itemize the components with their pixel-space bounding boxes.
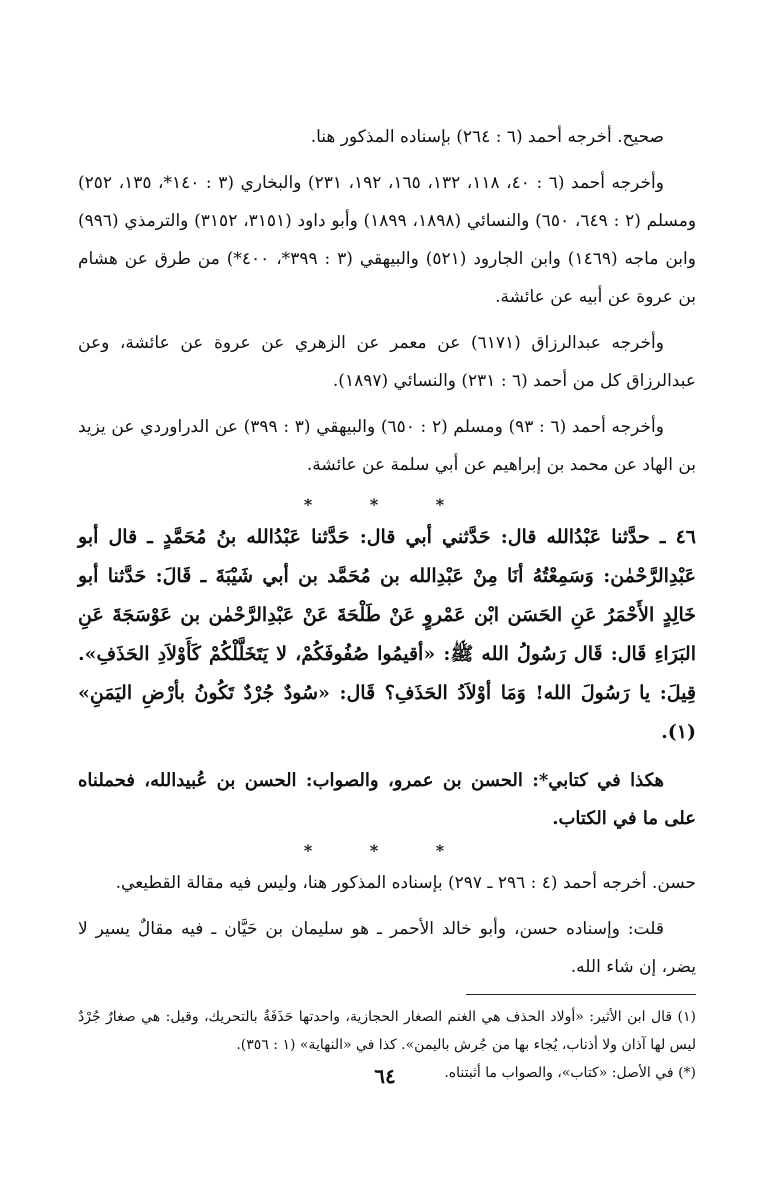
footnote-separator: [466, 994, 696, 995]
section-separator-stars: * * *: [303, 495, 471, 514]
text-paragraph: وأخرجه عبدالرزاق (٦١٧١) عن معمر عن الزهري عن عروة عن عائشة، وعن عبدالرزاق كل من أحمد (٦ : ٢٣١) والنسائي (١٨٩٧).: [78, 333, 696, 391]
text-paragraph: وأخرجه أحمد (٦ : ٩٣) ومسلم (٢ : ٦٥٠) والبيهقي (٣ : ٣٩٩) عن الدراوردي عن يزيد بن الهاد عن محمد بن إبراهيم عن أبي سلمة عن عائشة.: [78, 417, 696, 475]
text-paragraph: قلت: وإسناده حسن، وأبو خالد الأحمر ـ هو سليمان بن حَيَّان ـ فيه مقالٌ يسير لا يضر، إن شاء الله.: [78, 919, 696, 977]
text-paragraph: وأخرجه أحمد (٦ : ٤٠، ١١٨، ١٣٢، ١٦٥، ١٩٢، ٢٣١) والبخاري (٣ : ١٤٠*، ١٣٥، ٢٥٢) ومسلم (٢ : ٦٤٩، ٦٥٠) والنسائي (١٨٩٨، ١٨٩٩) وأبو داود (٣١٥١، ٣١٥٢) والترمذي (٩٩٦) وابن ماجه (١٤٦٩) وابن الجارود (٥٢١) والبيهقي (٣ : ٣٩٩*، ٤٠٠*) من طرق عن هشام بن عروة عن أبيه عن عائشة.: [78, 173, 697, 307]
hadith-text: ٤٦ ـ حدَّثنا عَبْدُالله قال: حَدَّثني أبي قال: حَدَّثنا عَبْدُالله بنُ مُحَمَّدٍ ـ قال أبو عَبْدِالرَّحْمٰن: وَسَمِعْتُهُ أنَا مِنْ عَبْدِالله بن مُحَمَّد بن أبي شَيْبَةَ ـ قَالَ: حَدَّثنا أبو خَالِدٍ الأَحْمَرُ عَنِ الحَسَن ابْن عَمْروٍ عَنْ طَلْحَةَ عَنْ عَبْدِالرَّحْمٰن بن عَوْسَجَةَ عَنِ البَرَاءِ قَال: قَال رَسُولُ الله ﷺ: «أقيمُوا صُفُوفَكُمْ، لا يَتَخَلَّلْكُمْ كَأَوْلاَدِ الحَذَفِ». قِيلَ: يا رَسُولَ الله! وَمَا أوْلاَدُ الحَذَفِ؟ قَال: «سُودٌ جُرْدٌ تَكُونُ بأرْضِ اليَمَنِ» (١).: [78, 526, 696, 743]
text-paragraph: صحيح. أخرجه أحمد (٦ : ٢٦٤) بإسناده المذكور هنا.: [310, 127, 664, 147]
text-paragraph: حسن. أخرجه أحمد (٤ : ٢٩٦ ـ ٢٩٧) بإسناده المذكور هنا، وليس فيه مقالة القطيعي.: [115, 873, 696, 893]
page-body: [78, 118, 696, 1087]
footnote: (*) في الأصل: «كتاب»، والصواب ما أثبتناه.: [444, 1065, 696, 1081]
section-separator-stars: * * *: [303, 841, 471, 860]
page-number: ٦٤: [374, 1064, 396, 1088]
editor-note: هكذا في كتابي*: الحسن بن عمرو، والصواب: الحسن بن عُبيدالله، فحملناه على ما في الكتاب.: [78, 770, 696, 829]
footnote: (١) قال ابن الأثير: «أولاد الحذف هي الغنم الصغار الحجازية، واحدتها حَذَفَةٌ بالتحريك، وقيل: هي صغارٌ جُرْدٌ ليس لها آذان ولا أذناب، يُجاء بها من جُرش باليمن». كذا في «النهاية» (١ : ٣٥٦).: [78, 1009, 696, 1053]
